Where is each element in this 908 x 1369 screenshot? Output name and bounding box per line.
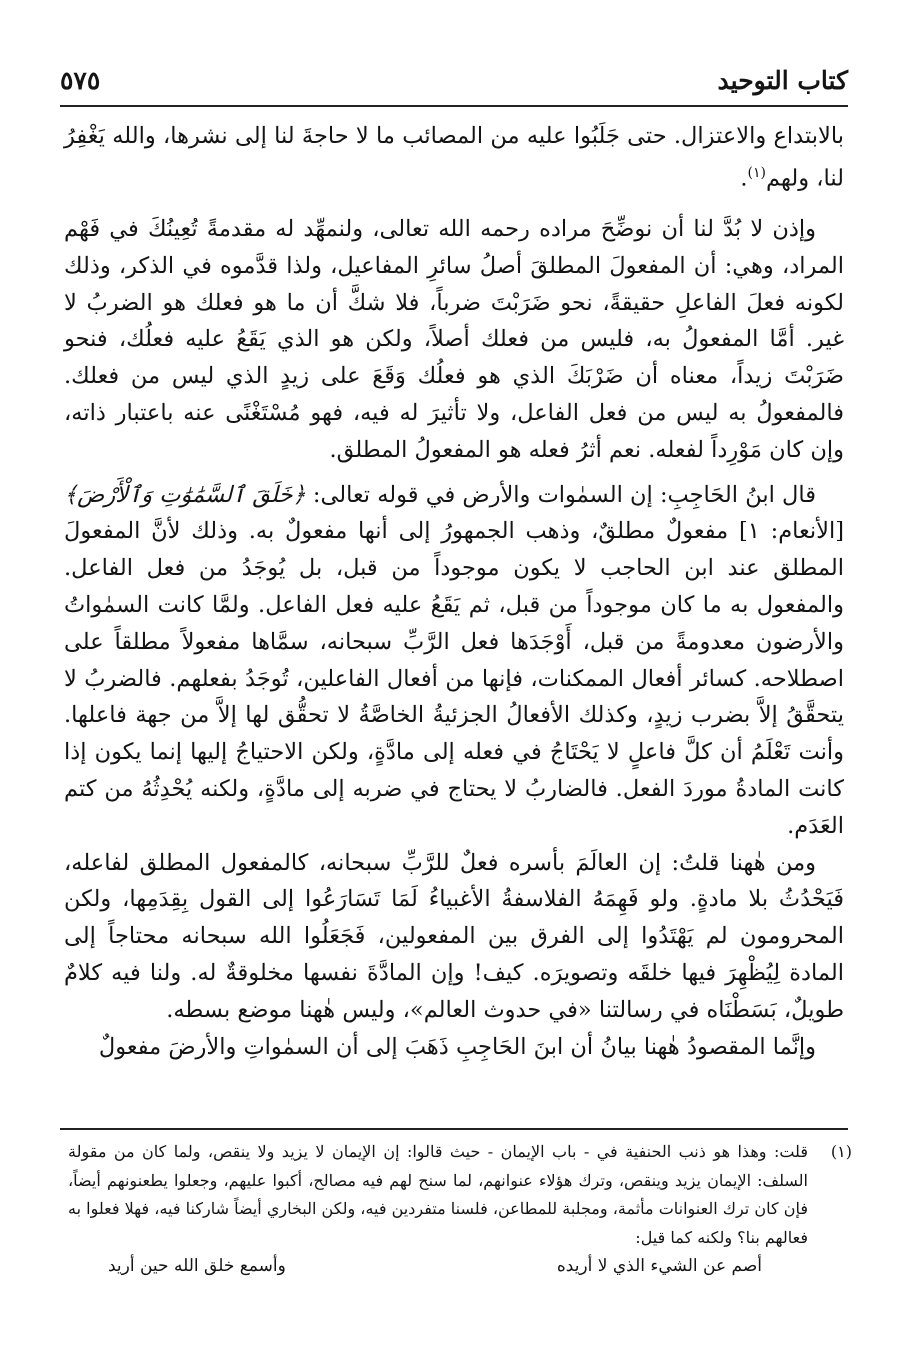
paragraph-text: بالابتداع والاعتزال. حتى جَلَبُوا عليه من المصائب ما لا حاجةَ لنا إلى نشرها، والله يَغْفِرُ لنا، ولهم xyxy=(64,123,844,192)
paragraph xyxy=(64,118,844,197)
footnote-marker: (١) xyxy=(830,1142,852,1161)
verse-hemistich-second: وأسمع خلق الله حين أريد xyxy=(108,1256,286,1277)
paragraph: وإذن لا بُدَّ لنا أن نوضِّحَ مراده رحمه الله تعالى، ولنمهِّد له مقدمةً تُعِينُكَ في فَهْم المراد، وهي: أن المفعولَ المطلقَ أصلُ سائرِ المفاعيل، ولذا قدَّموه في الذكر، وذلك لكونه فعلَ الفاعلِ حقيقةً، نحو ضَرَبْتَ ضرباً، فلا شكَّ أن ما هو فعلك هو الضربُ لا غير. أمَّا المفعولُ به، فليس من فعلك أصلاً، ولكن هو الذي يَقَعُ عليه فعلُك، فنحو ضَرَبْتَ زيداً، معناه أن ضَرْبَكَ الذي هو فعلُك وَقَعَ على زيدٍ الذي ليس من فعلك. فالمفعولُ به ليس من فعل الفاعل، ولا تأثيرَ له فيه، فهو مُسْتَغْنًى عنه باعتبار ذاته، وإن كان مَوْرِداً لفعله. نعم أثرُ فعله هو المفعولُ المطلق. xyxy=(64,216,844,463)
footnotes xyxy=(68,1138,852,1281)
poetry-verse xyxy=(108,1252,762,1281)
paragraph xyxy=(64,477,844,845)
header-rule xyxy=(60,105,848,107)
footnote-text: قلت: وهذا هو ذنب الحنفية في - باب الإيمان - حيث قالوا: إن الإيمان لا يزيد ولا ينقص، ولما كان من مقولة السلف: الإيمان يزيد وينقص، وترك هؤلاء عنوانهم، لما سنح لهم فيه مصالح، أكبوا عليهم، وجعلوا يطعنونهم أيضاً، فإن كان ترك العنوانات مأثمة، ومجلبة للمطاعن، فلسنا متفردين فيه، ولكن البخاري أيضاً شاركنا فيه، فهلا فعلوا به فعالهم بنا؟ ولكنه كما قيل: xyxy=(68,1142,808,1247)
quran-verse: ﴿خَلَقَ ٱلسَّمَٰوَٰتِ وَٱلْأَرْضَ﴾ xyxy=(64,481,306,508)
footnote-reference[interactable]: (١) xyxy=(747,164,767,181)
footnote xyxy=(68,1138,852,1252)
paragraph-text: مفعولٌ مطلقٌ، وذهب الجمهورُ إلى أنها مفعولٌ به. وذلك لأنَّ المفعولَ المطلق عند ابن الحاجب لا يكون موجوداً من قبل، بل يُوجَدُ من فعل الفاعل. والمفعول به ما كان موجوداً من قبل، ثم يَقَعُ عليه فعل الفاعل. ولمَّا كانت السمٰواتُ والأرضون معدومةً من قبل، أَوْجَدَها فعل الرَّبِّ سبحانه، سمَّاها مفعولاً مطلقاً على اصطلاحه. كسائر أفعال الممكنات، فإنها من أفعال الفاعلين، تُوجَدُ بفعلهم. فالضربُ لا يتحقَّقُ إلاَّ بضرب زيدٍ، وكذلك الأفعالُ الجزئيةُ الخاصَّةُ لا تحقُّق لها إلاَّ من جهة فاعلها. وأنت تَعْلَمُ أن كلَّ فاعلٍ لا يَحْتَاجُ في فعله إلى مادَّةٍ، ولكن الاحتياجُ إليها إنما يكون إذا كانت المادةُ موردَ الفعل. فالضاربُ لا يحتاج في ضربه إلى مادَّةٍ، ولكنه يُحْدِثُهُ من كتم العَدَم. xyxy=(64,518,845,839)
footnote-rule xyxy=(60,1128,848,1130)
page-header xyxy=(60,60,848,100)
page-number: ٥٧٥ xyxy=(60,65,101,95)
paragraph: وإنَّما المقصودُ هٰهنا بيانُ أن ابنَ الحَاجِبِ ذَهَبَ إلى أن السمٰواتِ والأرضَ مفعولٌ xyxy=(98,1033,816,1060)
verse-hemistich-first: أصم عن الشيء الذي لا أريده xyxy=(556,1256,762,1277)
surah-citation: [الأنعام: ١] xyxy=(728,518,845,545)
paragraph: ومن هٰهنا قلتُ: إن العالَمَ بأسره فعلٌ للرَّبِّ سبحانه، كالمفعول المطلق لفاعله، فَيَحْدُثُ بلا مادةٍ. ولو فَهِمَهُ الفلاسفةُ الأغبياءُ لَمَا تَسَارَعُوا إلى القول بِقِدَمِها، ولكن المحرومون لم يَهْتَدُوا إلى الفرق بين المفعولين، فَجَعَلُوا الله سبحانه محتاجاً إلى المادة لِيُظْهِرَ فيها خلقَه وتصويرَه. كيف! وإن المادَّةَ نفسها مخلوقةٌ له. ولنا فيه كلامٌ طويلٌ، بَسَطْنَاه في رسالتنا «في حدوث العالم»، وليس هٰهنا موضع بسطه. xyxy=(64,849,844,1023)
paragraph-end: . xyxy=(740,165,748,192)
paragraph-text: قال ابنُ الحَاجِبِ: إن السمٰوات والأرض في قوله تعالى: xyxy=(305,481,816,508)
running-title: كتاب التوحيد xyxy=(717,65,848,95)
main-text xyxy=(64,118,844,1065)
